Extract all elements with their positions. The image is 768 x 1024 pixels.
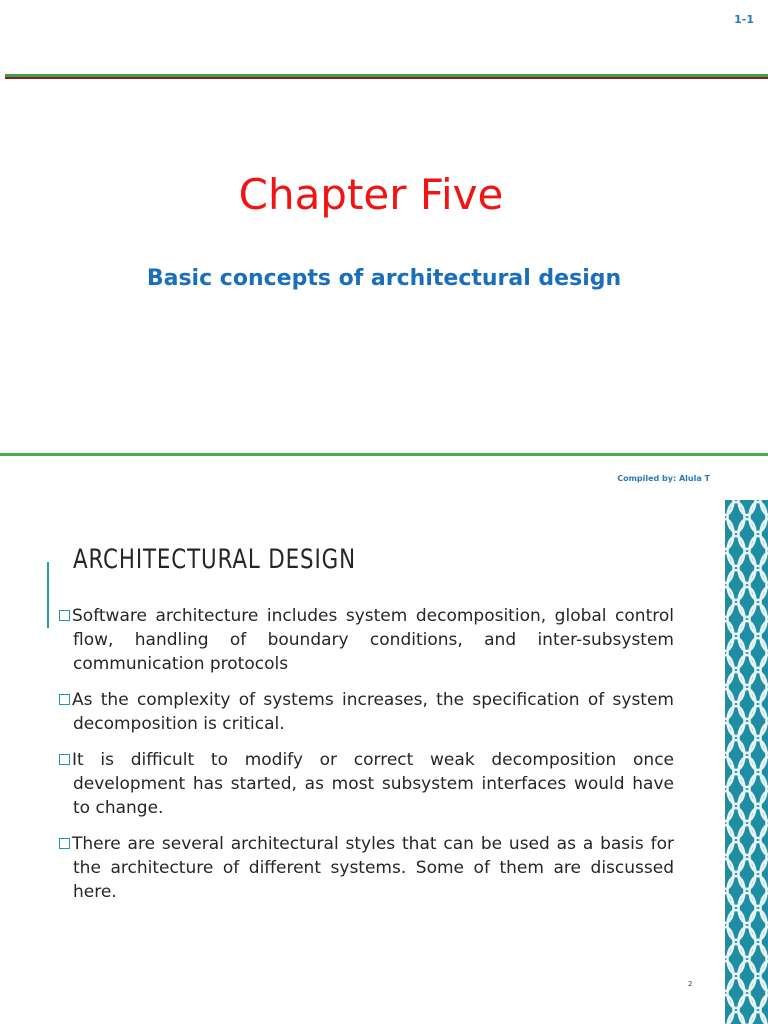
bullet-text: Software architecture includes system decomposition, global control flow, handling of boundary conditions, and inter-subsystem communication protocols — [72, 606, 674, 674]
bullet-text: There are several architectural styles that can be used as a basis for the architecture of different systems. Some of them are discussed here. — [72, 834, 674, 902]
heading-accent-bar — [47, 562, 49, 628]
bullet-item — [73, 604, 674, 676]
bullet-list — [73, 604, 674, 916]
top-rule-red — [5, 77, 768, 79]
decorative-pattern — [725, 500, 768, 1024]
section-heading: ARCHITECTURAL DESIGN — [73, 544, 356, 575]
square-checkbox-icon — [59, 838, 70, 849]
square-checkbox-icon — [59, 610, 70, 621]
square-checkbox-icon — [59, 694, 70, 705]
page-number: 1-1 — [734, 13, 754, 26]
title-slide — [0, 0, 768, 500]
bullet-text: It is difficult to modify or correct weak decomposition once development has started, as most subsystem interfaces would have to change. — [72, 750, 674, 818]
bottom-rule-green — [0, 453, 768, 456]
compiled-by-label: Compiled by: Alula T — [617, 474, 710, 483]
bullet-text: As the complexity of systems increases, the specification of system decomposition is critical. — [72, 690, 674, 734]
bullet-item — [73, 832, 674, 904]
bullet-item — [73, 748, 674, 820]
slide-number: 2 — [688, 980, 693, 988]
content-slide — [0, 500, 768, 1024]
chapter-title: Chapter Five — [238, 170, 504, 219]
chapter-subtitle: Basic concepts of architectural design — [146, 266, 622, 291]
square-checkbox-icon — [59, 754, 70, 765]
bullet-item — [73, 688, 674, 736]
